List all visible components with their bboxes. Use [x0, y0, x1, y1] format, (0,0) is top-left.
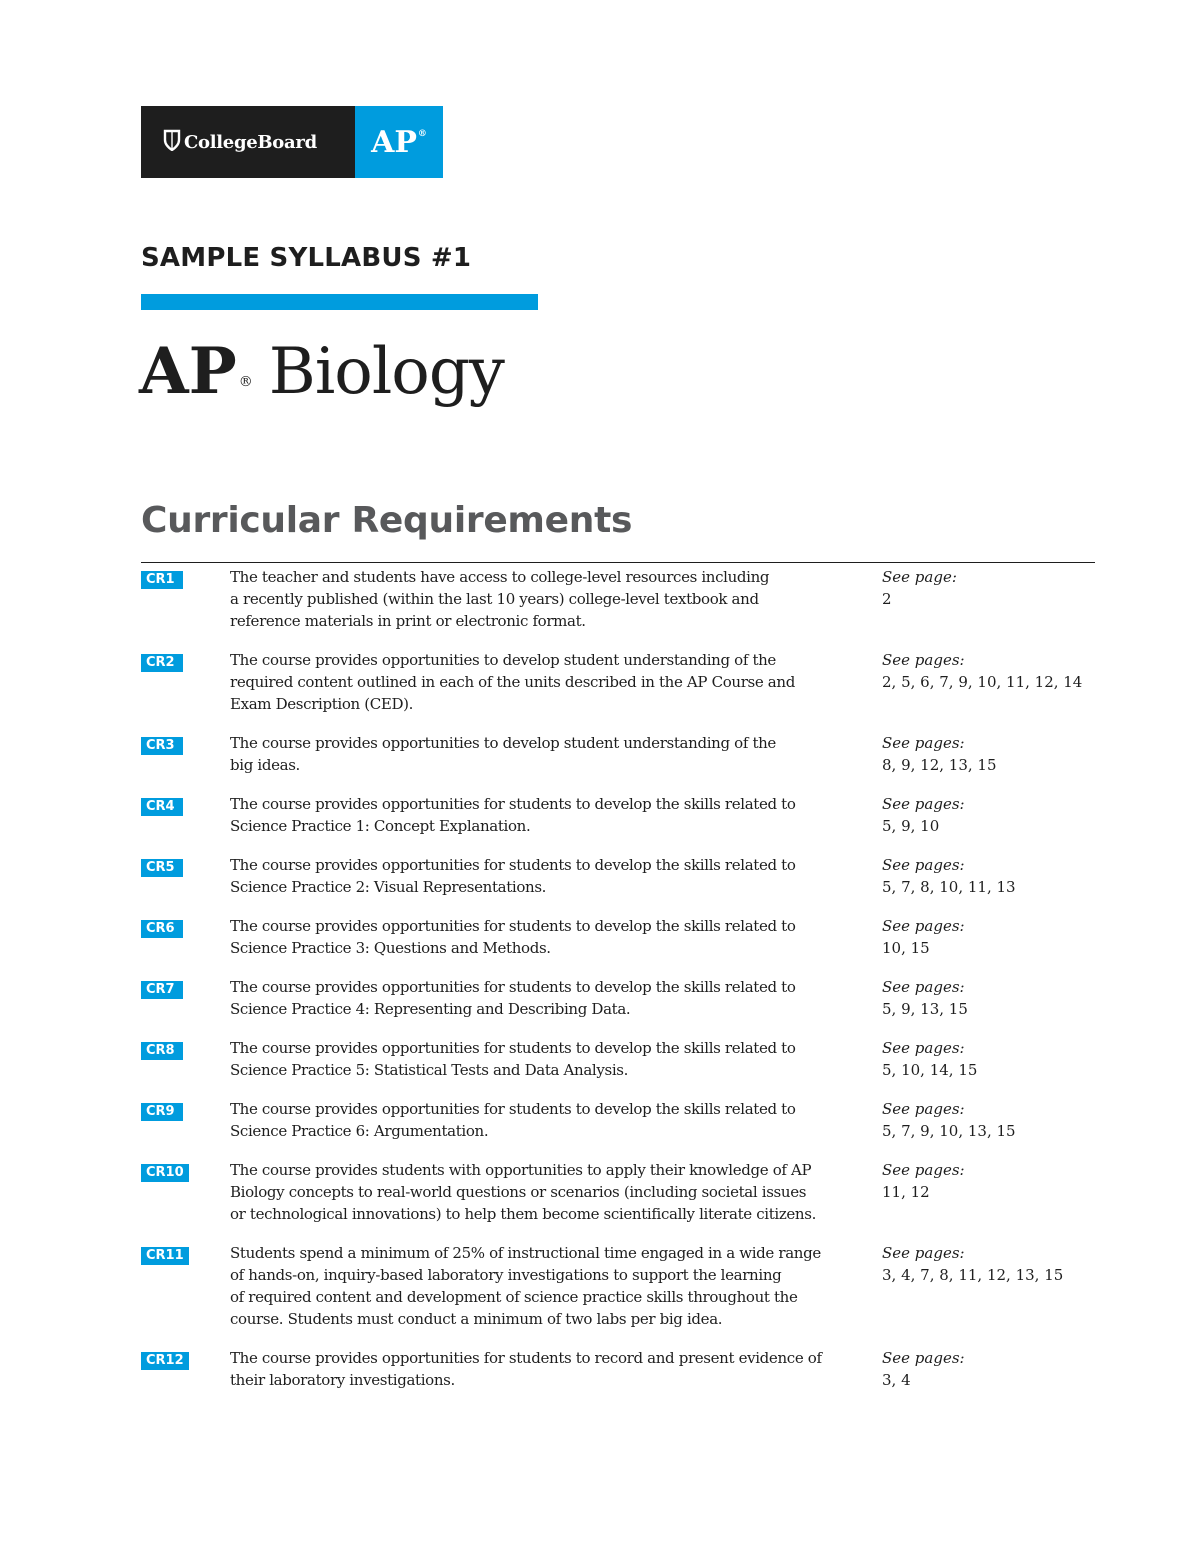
requirement-text-line: Students spend a minimum of 25% of instructional time engaged in a wide range: [230, 1244, 821, 1262]
requirement-text: [230, 854, 850, 898]
requirement-page-reference: [882, 976, 1097, 1020]
page-numbers: 10, 15: [882, 939, 930, 957]
requirement-text-line: a recently published (within the last 10 years) college-level textbook and: [230, 590, 759, 608]
requirement-text-line: Science Practice 5: Statistical Tests and Data Analysis.: [230, 1061, 629, 1079]
course-title-ap: AP: [139, 334, 237, 409]
requirement-text-line: Science Practice 3: Questions and Methods.: [230, 939, 551, 957]
see-pages-label: See pages:: [882, 1244, 965, 1262]
see-pages-label: See pages:: [882, 978, 965, 996]
requirement-page-reference: [882, 1347, 1097, 1391]
requirement-text-line: Science Practice 4: Representing and Describing Data.: [230, 1000, 631, 1018]
see-pages-label: See pages:: [882, 1039, 965, 1057]
requirement-page-reference: [882, 915, 1097, 959]
page-numbers: 5, 7, 8, 10, 11, 13: [882, 878, 1016, 896]
requirement-text: [230, 1242, 850, 1330]
requirement-text: [230, 649, 850, 715]
requirement-id-badge: CR9: [141, 1103, 183, 1121]
ap-logo-reg: ®: [417, 129, 427, 139]
see-pages-label: See pages:: [882, 1349, 965, 1367]
requirement-id-badge: CR8: [141, 1042, 183, 1060]
ap-logo-text: AP: [371, 124, 417, 160]
requirement-text-line: required content outlined in each of the units described in the AP Course and: [230, 673, 795, 691]
requirement-page-reference: [882, 732, 1097, 776]
requirement-text: [230, 732, 850, 776]
requirement-text-line: The course provides opportunities for students to develop the skills related to: [230, 856, 796, 874]
requirement-text-line: The course provides opportunities for students to develop the skills related to: [230, 1100, 796, 1118]
requirement-text: [230, 976, 850, 1020]
requirement-text-line: The course provides opportunities for students to develop the skills related to: [230, 917, 796, 935]
requirement-text-line: Science Practice 2: Visual Representations.: [230, 878, 547, 896]
requirement-text-line: Science Practice 1: Concept Explanation.: [230, 817, 531, 835]
section-divider: [141, 562, 1095, 563]
requirement-id-badge: CR7: [141, 981, 183, 999]
requirement-text-line: The course provides opportunities to develop student understanding of the: [230, 734, 776, 752]
requirement-text-line: reference materials in print or electronic format.: [230, 612, 586, 630]
requirement-page-reference: [882, 1159, 1097, 1203]
requirement-text-line: of hands-on, inquiry-based laboratory investigations to support the learning: [230, 1266, 782, 1284]
requirement-text-line: their laboratory investigations.: [230, 1371, 455, 1389]
requirement-page-reference: [882, 793, 1097, 837]
requirement-text-line: The course provides opportunities for students to develop the skills related to: [230, 1039, 796, 1057]
requirement-id-badge: CR3: [141, 737, 183, 755]
college-board-logo: [141, 106, 355, 178]
requirement-page-reference: [882, 1242, 1097, 1286]
requirement-text-line: Biology concepts to real-world questions or scenarios (including societal issues: [230, 1183, 807, 1201]
college-board-ap-logo: [141, 106, 443, 178]
requirement-id-badge: CR12: [141, 1352, 189, 1370]
page-numbers: 5, 10, 14, 15: [882, 1061, 978, 1079]
page-numbers: 5, 7, 9, 10, 13, 15: [882, 1122, 1016, 1140]
see-pages-label: See pages:: [882, 1100, 965, 1118]
requirement-text-line: The course provides opportunities to develop student understanding of the: [230, 651, 776, 669]
requirement-id-badge: CR6: [141, 920, 183, 938]
course-title-subject: Biology: [268, 335, 504, 409]
requirement-id-badge: CR5: [141, 859, 183, 877]
page-numbers: 5, 9, 10: [882, 817, 940, 835]
see-pages-label: See pages:: [882, 1161, 965, 1179]
requirement-text: [230, 566, 850, 632]
ap-logo: [355, 106, 443, 178]
requirement-id-badge: CR10: [141, 1164, 189, 1182]
page-numbers: 11, 12: [882, 1183, 930, 1201]
page-numbers: 5, 9, 13, 15: [882, 1000, 968, 1018]
requirement-page-reference: [882, 1098, 1097, 1142]
requirement-text-line: The course provides opportunities for students to record and present evidence of: [230, 1349, 822, 1367]
course-title-reg: ®: [238, 374, 253, 390]
see-pages-label: See pages:: [882, 734, 965, 752]
requirement-text-line: The course provides opportunities for students to develop the skills related to: [230, 795, 796, 813]
requirement-text-line: course. Students must conduct a minimum of two labs per big idea.: [230, 1310, 723, 1328]
page-numbers: 2: [882, 590, 892, 608]
requirement-text-line: big ideas.: [230, 756, 300, 774]
see-pages-label: See page:: [882, 568, 957, 586]
college-board-wordmark: CollegeBoard: [184, 131, 317, 153]
requirement-page-reference: [882, 649, 1097, 693]
requirement-page-reference: [882, 566, 1097, 610]
see-pages-label: See pages:: [882, 856, 965, 874]
page-numbers: 3, 4: [882, 1371, 911, 1389]
page-numbers: 3, 4, 7, 8, 11, 12, 13, 15: [882, 1266, 1064, 1284]
see-pages-label: See pages:: [882, 917, 965, 935]
section-title: Curricular Requirements: [141, 500, 633, 541]
requirement-text-line: Science Practice 6: Argumentation.: [230, 1122, 489, 1140]
requirement-id-badge: CR2: [141, 654, 183, 672]
requirement-id-badge: CR1: [141, 571, 183, 589]
requirement-text: [230, 1098, 850, 1142]
requirement-id-badge: CR4: [141, 798, 183, 816]
requirement-text-line: The course provides students with opportunities to apply their knowledge of AP: [230, 1161, 812, 1179]
requirement-text-line: The teacher and students have access to college-level resources including: [230, 568, 770, 586]
see-pages-label: See pages:: [882, 795, 965, 813]
requirement-page-reference: [882, 854, 1097, 898]
requirement-text: [230, 1347, 850, 1391]
course-title: [139, 332, 504, 412]
requirement-page-reference: [882, 1037, 1097, 1081]
requirement-text-line: The course provides opportunities for students to develop the skills related to: [230, 978, 796, 996]
college-board-shield-icon: [163, 129, 181, 156]
requirement-id-badge: CR11: [141, 1247, 189, 1265]
requirement-text-line: of required content and development of science practice skills throughout the: [230, 1288, 798, 1306]
see-pages-label: See pages:: [882, 651, 965, 669]
requirement-text: [230, 793, 850, 837]
requirement-text: [230, 1159, 850, 1225]
heading-accent-bar: [141, 294, 538, 310]
page-numbers: 8, 9, 12, 13, 15: [882, 756, 997, 774]
page-numbers: 2, 5, 6, 7, 9, 10, 11, 12, 14: [882, 673, 1083, 691]
requirement-text-line: Exam Description (CED).: [230, 695, 414, 713]
requirement-text-line: or technological innovations) to help them become scientifically literate citizens.: [230, 1205, 816, 1223]
requirement-text: [230, 1037, 850, 1081]
doc-type-heading: SAMPLE SYLLABUS #1: [141, 243, 472, 273]
requirement-text: [230, 915, 850, 959]
